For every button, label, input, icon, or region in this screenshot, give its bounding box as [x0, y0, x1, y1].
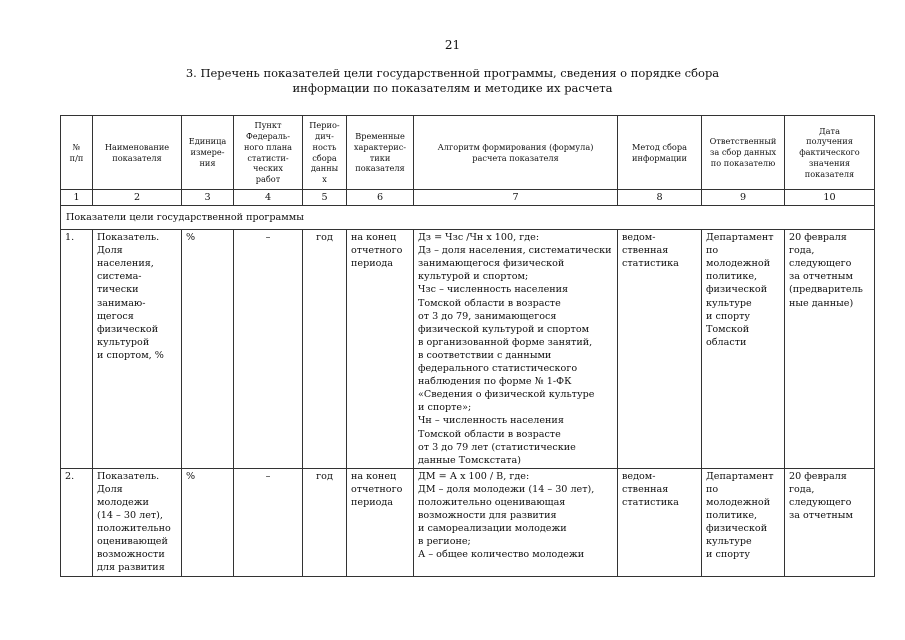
title-line-1: 3. Перечень показателей цели государственной программы, сведения о порядке сбора — [185, 66, 720, 80]
responsible: Департамент по молодежной политике, физической культуре и спорту — [702, 468, 785, 576]
column-number: 9 — [702, 190, 785, 206]
row-number: 2. — [61, 468, 93, 576]
indicator-unit: % — [182, 230, 234, 469]
header-cell: Перио- дич- ность сбора данны х — [303, 116, 347, 190]
actual-value-date: 20 февраля года, следующего за отчетным (предваритель ные данные) — [785, 230, 875, 469]
periodicity: год — [303, 468, 347, 576]
time-characteristics: на конец отчетного периода — [347, 230, 414, 469]
time-characteristics: на конец отчетного периода — [347, 468, 414, 576]
plan-item: – — [234, 230, 303, 469]
title-line-2: информации по показателям и методике их расчета — [292, 81, 613, 95]
document-title — [150, 66, 755, 96]
section-row — [61, 206, 875, 230]
actual-value-date: 20 февраля года, следующего за отчетным — [785, 468, 875, 576]
header-cell: Алгоритм формирования (формула) расчета показателя — [414, 116, 618, 190]
header-row — [61, 116, 875, 190]
column-number-row — [61, 190, 875, 206]
table-row — [61, 230, 875, 469]
column-number: 8 — [618, 190, 702, 206]
indicator-name: Показатель. Доля населения, система- тически занимаю- щегося физической культурой и спортом, % — [93, 230, 182, 469]
indicator-name: Показатель. Доля молодежи (14 – 30 лет), положительно оценивающей возможности для развития — [93, 468, 182, 576]
header-cell: Единица измере- ния — [182, 116, 234, 190]
section-title: Показатели цели государственной программы — [61, 206, 875, 230]
row-number: 1. — [61, 230, 93, 469]
header-cell: № п/п — [61, 116, 93, 190]
collection-method: ведом- ственная статистика — [618, 468, 702, 576]
table-row — [61, 468, 875, 576]
column-number: 5 — [303, 190, 347, 206]
page-number: 21 — [444, 38, 461, 52]
column-number: 7 — [414, 190, 618, 206]
periodicity: год — [303, 230, 347, 469]
plan-item: – — [234, 468, 303, 576]
header-cell: Дата получения фактического значения показателя — [785, 116, 875, 190]
indicators-table — [60, 115, 875, 577]
column-number: 6 — [347, 190, 414, 206]
header-cell: Ответственный за сбор данных по показателю — [702, 116, 785, 190]
column-number: 1 — [61, 190, 93, 206]
algorithm: ДМ = А х 100 / В, где: ДМ – доля молодежи (14 – 30 лет), положительно оценивающая возможности для развития и самореализации молодежи в регионе; А – общее количество молодежи — [414, 468, 618, 576]
header-cell: Наименование показателя — [93, 116, 182, 190]
header-cell: Метод сбора информации — [618, 116, 702, 190]
header-cell: Пункт Федераль- ного плана статисти- ческих работ — [234, 116, 303, 190]
column-number: 2 — [93, 190, 182, 206]
responsible: Департамент по молодежной политике, физической культуре и спорту Томской области — [702, 230, 785, 469]
algorithm: Дз = Чзс /Чн х 100, где: Дз – доля населения, систематически занимающегося физической культурой и спортом; Чзс – численность населения Томской области в возрасте от 3 до 79, занимающегося физической культурой и спортом в организованной форме занятий, в соответствии с данными федерального статистического наблюдения по форме № 1-ФК «Сведения о физической культуре и спорте»; Чн – численность населения Томской области в возрасте от 3 до 79 лет (статистические данные Томскстата) — [414, 230, 618, 469]
column-number: 3 — [182, 190, 234, 206]
header-cell: Временные характерис- тики показателя — [347, 116, 414, 190]
collection-method: ведом- ственная статистика — [618, 230, 702, 469]
column-number: 10 — [785, 190, 875, 206]
column-number: 4 — [234, 190, 303, 206]
indicator-unit: % — [182, 468, 234, 576]
